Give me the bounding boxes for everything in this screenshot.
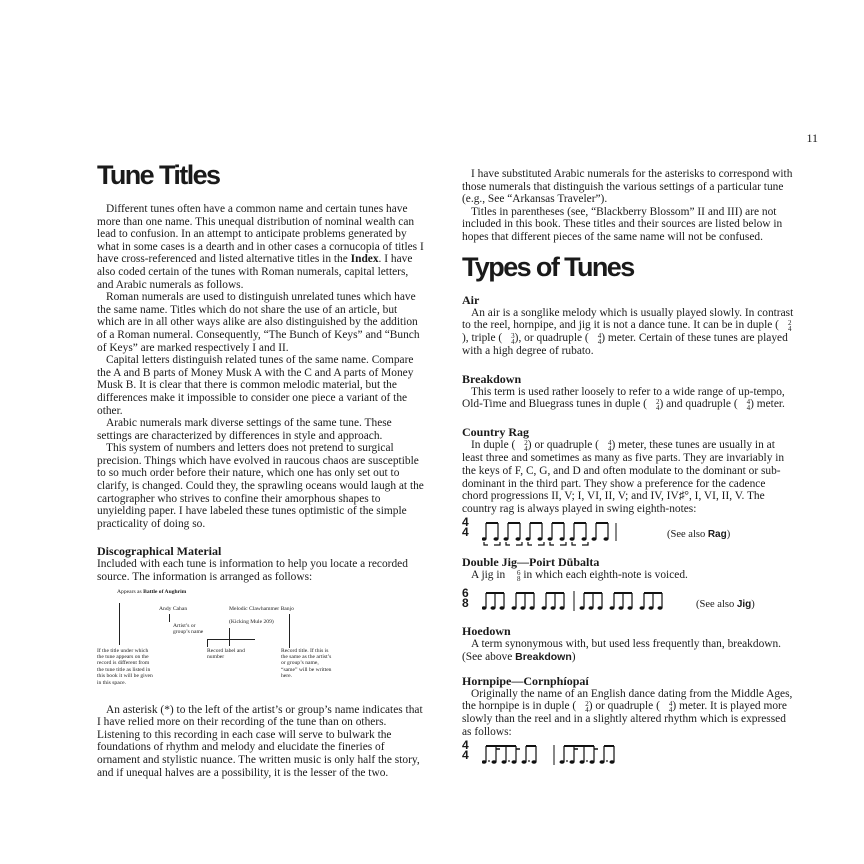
artist-note: Artist’s or group’s name [173,622,204,636]
air-heading: Air [462,292,480,307]
country-rag-notation [462,515,794,549]
double-jig-text: A jig in 6 8 in which each eighth-note is voiced. [471,569,688,584]
breakdown-heading: Breakdown [462,371,522,386]
paragraph-system: This system of numbers and letters does not pretend to surgical precision. Things which have evolved in raucous chaos are susceptible to so much order before their nature, which one has only set out to clarify, is changed. Could they, the sprawling oceans would laugh at the cartographer who strives to confine their amorphous shapes to unyielding paper. I have labeled these tunes optimistic of the simple practicality of doing so. [97,442,424,530]
paragraph-substituted: I have substituted Arabic numerals for the asterisks to correspond with those numerals that distinguish the various settings of a particular tune (e.g., See “Arkansas Traveler”). [462,168,793,206]
country-rag-text: In duple ( 2 4 ) or quadruple ( 4 4 ) meter, these tunes are usually in at least three and sometimes as many as five parts. They are invariably in the keys of F, C, G, and D and often modulate to the dominant or sub-dominant in the third part. They show a preference for the cadence chord progressions II, V; I, VI, II, V; and IV, IV♯°, I, VI, II, V. The country rag is always played in swing eighth-notes: [462,439,785,515]
tune-titles-heading: Tune Titles [97,160,220,190]
paragraph-roman: Roman numerals are used to distinguish unrelated tunes which have the same name. Titles which do not share the use of an article, but which are in all other ways alike are also distinguished by the addition of a Roman numeral. Consequently, “The Bunch of Keys” and “Bunch of Keys” are marked respectively I and II. [97,291,420,354]
double-jig-notation [462,582,794,616]
record-number: (Kicking Mule 209) [229,618,274,625]
paragraph-asterisk: An asterisk (*) to the left of the artist’s or group’s name indicates that I have relied more on their recording of the tune than on others. Listening to this recording in each case will serve to bulwark the foundations of rhythm and melody and elucidate the fineries of ornament and stylistic nuance. The written music is only half the story, and if unequal halves are a possibility, it is the lesser of the two. [97,703,423,779]
staff-meter: 6 8 [462,586,469,611]
discography-diagram [97,584,425,704]
air-text: An air is a songlike melody which is usually played slowly. In contrast to the reel, hornpipe, and jig it is not a dance tune. It can be in duple ( 2 4 ), triple ( 3 4 ), or quadruple ( 4 4 ) meter. Certain of these tunes are played with a high degree of rubato. [462,306,794,358]
appears-as-label: Appears as Battle of Aughrim [117,588,187,595]
record-title-note: Record title. If this is the same as the artist’s or group’s name, “same” will be written here. [281,647,332,680]
paragraph-parentheses: Titles in parentheses (see, “Blackberry Blossom” II and III) are not included in this book. These titles and their sources are listed below in hopes that different pieces of the same name will not be confused. [462,205,783,243]
record-label-note: Record label and number [207,647,245,661]
hornpipe-text: Originally the name of an English dance dating from the Middle Ages, the hornpipe is in duple ( 2 4 ) or quadruple ( 4 4 ) meter. It is played more slowly than the reel and in a slightly altered rhythm which is expressed as follows: [462,687,793,738]
double-jig-heading: Double Jig—Poirt Dūbalta [462,555,600,570]
staff-meter: 4 4 [462,738,469,763]
hornpipe-heading: Hornpipe—Cornphíopaí [462,673,589,688]
types-of-tunes-heading: Types of Tunes [462,251,634,282]
page-number: 11 [806,131,818,145]
dotted-eighth-notes-icon [482,743,632,771]
hoedown-heading: Hoedown [462,624,511,639]
discographical-text: Included with each tune is information to help you locate a recorded source. The information is arranged as follows: [97,558,408,584]
hornpipe-notation [462,738,794,772]
paragraph-intro: Different tunes often have a common name and certain tunes have more than one name. This unequal distribution of nominal wealth can lead to confusion. In an attempt to anticipate problems generated by what in some cases is a dearth and in other cases a cornucopia of titles I have cross-referenced and listed alternative titles in the Index. I have also coded certain of the tunes with Roman numerals, capital letters, and Arabic numerals as follows. [97,203,424,291]
artist-name: Andy Cahan [159,605,188,612]
swing-eighth-notes-icon [482,520,642,548]
jig-eighth-notes-icon [482,587,672,615]
discographical-heading: Discographical Material [97,544,222,559]
left-column [97,160,425,779]
instrument-title: Melodic Clawhammer Banjo [229,605,294,612]
paragraph-arabic: Arabic numerals mark diverse settings of the same tune. These settings are characterized by differences in style and approach. [97,417,392,442]
title-note: If the title under which the tune appears on the record is different from the tune title as listed in this book it will be given in this space. [97,647,153,686]
right-column [462,168,794,772]
country-rag-see-also: (See also Rag) [667,529,731,541]
staff-meter: 4 4 [462,515,469,540]
hoedown-text: A term synonymous with, but used less frequently than, breakdown. (See above Breakdown) [462,638,782,663]
paragraph-capital: Capital letters distinguish related tunes of the same name. Compare the A and B parts of Money Musk A with the C and A parts of Money Musk B. It is clear that there is common melodic material, but the differences make it impossible to consider one piece a variant of the other. [97,354,414,417]
breakdown-text: This term is used rather loosely to refer to a wide range of up-tempo, Old-Time and Bluegrass tunes in duple ( 2 4 ) and quadruple ( 4 4 ) meter. [462,385,785,413]
double-jig-see-also: (See also Jig) [696,599,755,611]
country-rag-heading: Country Rag [462,425,530,440]
